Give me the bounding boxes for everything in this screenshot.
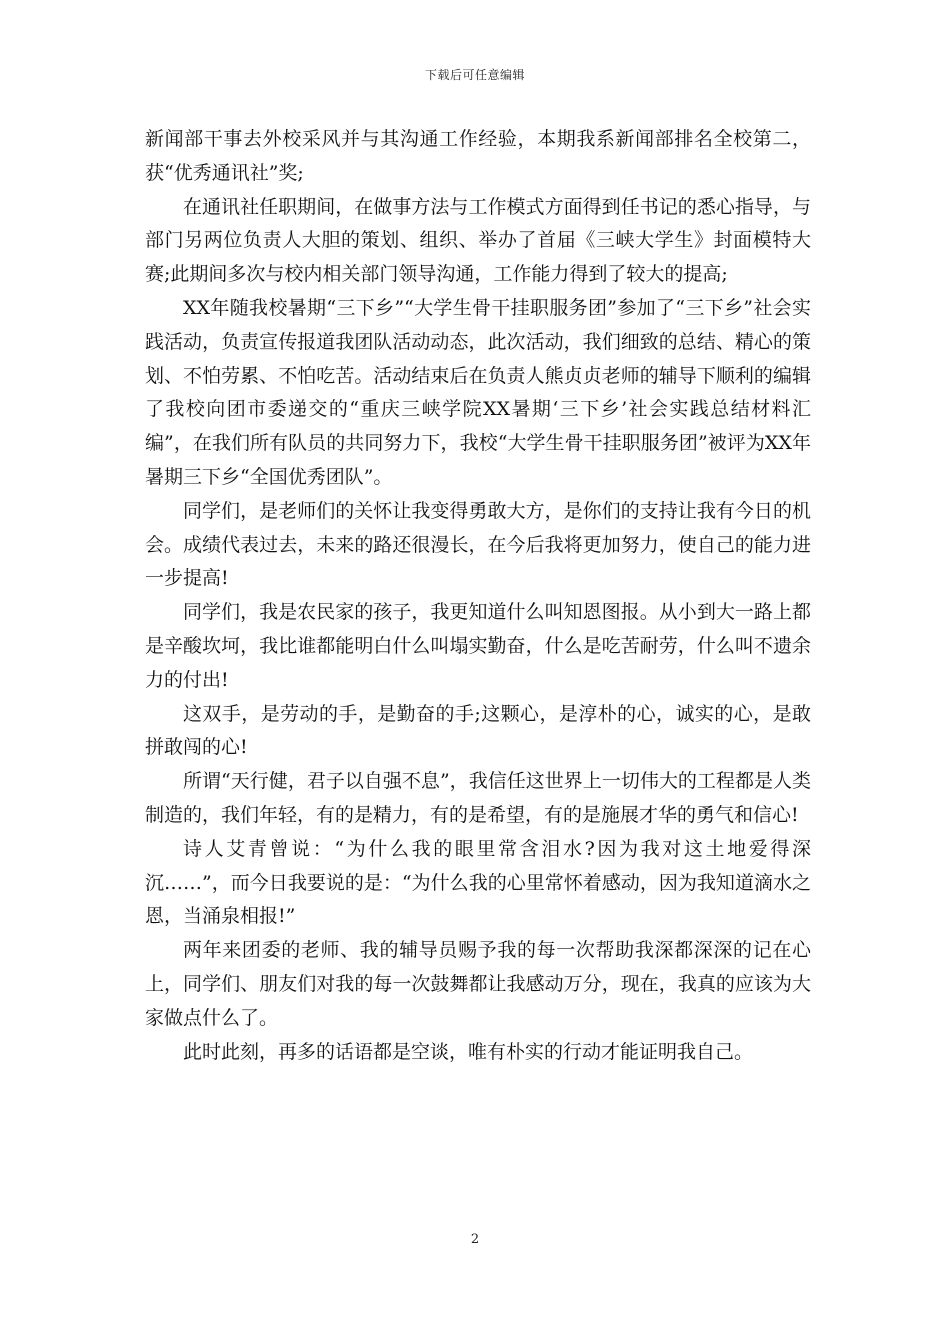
paragraph: 这双手，是劳动的手，是勤奋的手;这颗心，是淳朴的心，诚实的心，是敢拼敢闯的心!	[145, 702, 811, 759]
page-header: 下载后可任意编辑	[424, 68, 525, 82]
paragraph: 在通讯社任职期间，在做事方法与工作模式方面得到任书记的悉心指导，与部门另两位负责人大胆的策划、组织、举办了首届《三峡大学生》封面模特大赛;此期间多次与校内相关部门领导沟通，工作能力得到了较大的提高;	[145, 195, 811, 286]
paragraph: 同学们，我是农民家的孩子，我更知道什么叫知恩图报。从小到大一路上都是辛酸坎坷，我比谁都能明白什么叫塌实勤奋，什么是吃苦耐劳，什么叫不遗余力的付出!	[145, 601, 811, 691]
paragraph: 此时此刻，再多的话语都是空谈，唯有朴实的行动才能证明我自己。	[183, 1040, 754, 1063]
paragraph: 同学们，是老师们的关怀让我变得勇敢大方，是你们的支持让我有今日的机会。成绩代表过去，未来的路还很漫长，在今后我将更加努力，使自己的能力进一步提高!	[145, 499, 811, 590]
paragraph: XX年随我校暑期“三下乡”“大学生骨干挂职服务团”参加了“三下乡”社会实践活动，负责宣传报道我团队活动动态，此次活动，我们细致的总结、精心的策划、不怕劳累、不怕吃苦。活动结束后在负责人熊贞贞老师的辅导下顺利的编辑了我校向团市委递交的“重庆三峡学院XX暑期‘三下乡’社会实践总结材料汇编”，在我们所有队员的共同努力下，我校“大学生骨干挂职服务团”被评为XX年暑期三下乡“全国优秀团队”。	[145, 296, 811, 488]
paragraph: 所谓“天行健，君子以自强不息”，我信任这世界上一切伟大的工程都是人类制造的，我们年轻，有的是精力，有的是希望，有的是施展才华的勇气和信心!	[145, 770, 811, 826]
paragraph: 两年来团委的老师、我的辅导员赐予我的每一次帮助我深都深深的记在心上，同学们、朋友们对我的每一次鼓舞都让我感动万分，现在，我真的应该为大家做点什么了。	[145, 939, 811, 1029]
page-number: 2	[470, 1232, 480, 1247]
paragraph: 新闻部干事去外校采风并与其沟通工作经验，本期我系新闻部排名全校第二，获“优秀通讯社”奖;	[145, 128, 811, 184]
document-body	[145, 123, 811, 1069]
paragraph: 诗人艾青曾说：“为什么我的眼里常含泪水?因为我对这土地爱得深沉……”，而今日我要说的是：“为什么我的心里常怀着感动，因为我知道滴水之恩，当涌泉相报!”	[145, 837, 811, 928]
